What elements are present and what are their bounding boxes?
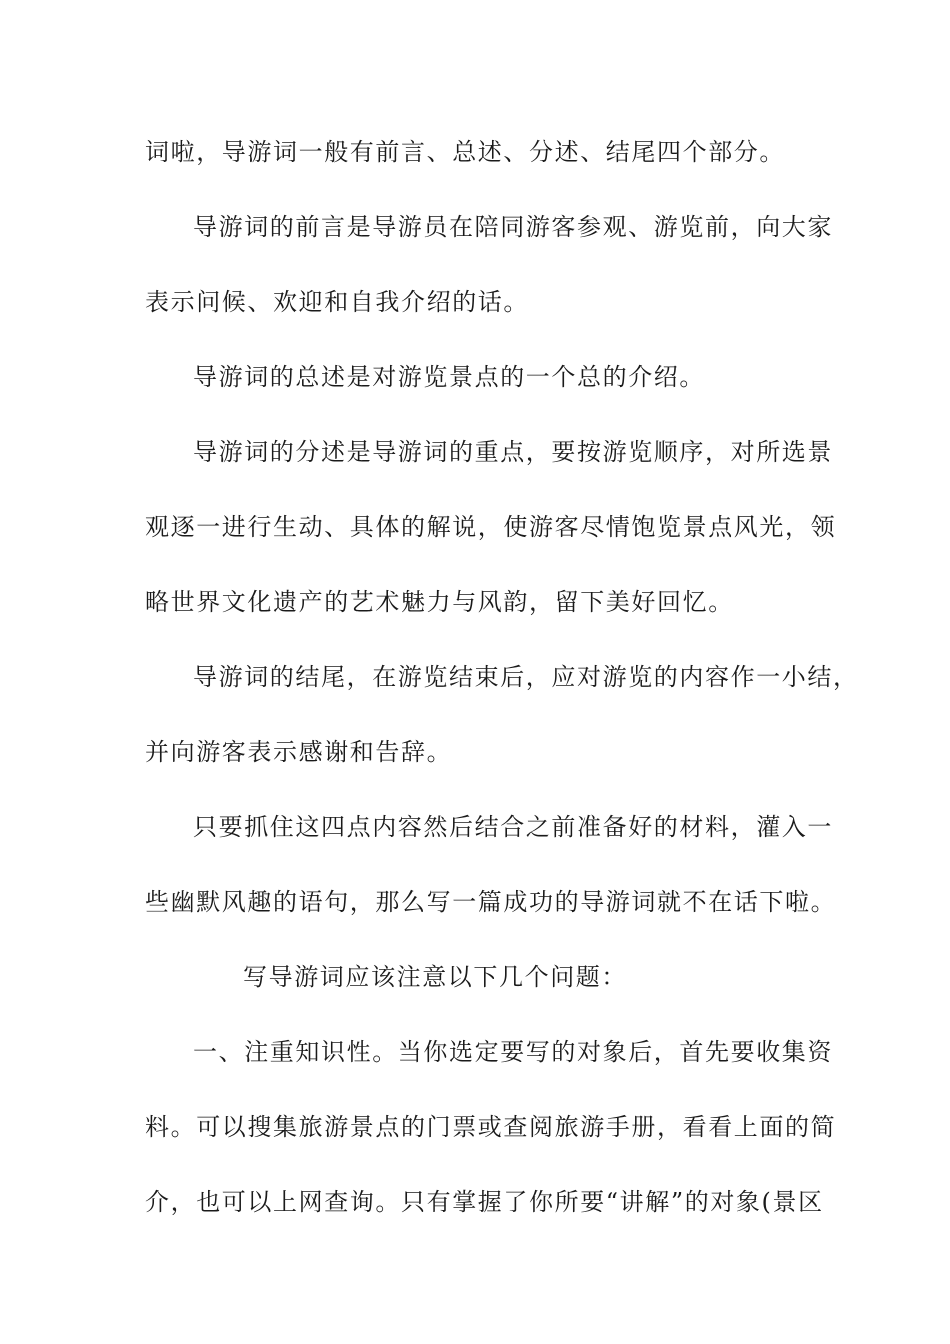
text-line: 略世界文化遗产的艺术魅力与风韵，留下美好回忆。 [145,588,734,616]
text-line: 介，也可以上网查询。只有掌握了你所要“讲解”的对象(景区 [145,1188,824,1216]
text-line: 词啦，导游词一般有前言、总述、分述、结尾四个部分。 [145,138,785,166]
text-line: 些幽默风趣的语句，那么写一篇成功的导游词就不在话下啦。 [145,888,837,916]
text-line: 料。可以搜集旅游景点的门票或查阅旅游手册，看看上面的简 [145,1113,837,1141]
section-heading: 写导游词应该注意以下几个问题： [243,963,627,991]
paragraph-line: 只要抓住这四点内容然后结合之前准备好的材料，灌入一 [193,813,833,841]
paragraph-line: 一、注重知识性。当你选定要写的对象后，首先要收集资 [193,1038,833,1066]
paragraph-line: 导游词的总述是对游览景点的一个总的介绍。 [193,363,705,391]
paragraph-line: 导游词的分述是导游词的重点，要按游览顺序，对所选景 [193,438,833,466]
paragraph-line: 导游词的前言是导游员在陪同游客参观、游览前，向大家 [193,213,833,241]
text-line: 观逐一进行生动、具体的解说，使游客尽情饱览景点风光，领 [145,513,837,541]
text-line: 表示问候、欢迎和自我介绍的话。 [145,288,529,316]
paragraph-line: 导游词的结尾，在游览结束后，应对游览的内容作一小结， [193,663,859,691]
text-line: 并向游客表示感谢和告辞。 [145,738,453,766]
